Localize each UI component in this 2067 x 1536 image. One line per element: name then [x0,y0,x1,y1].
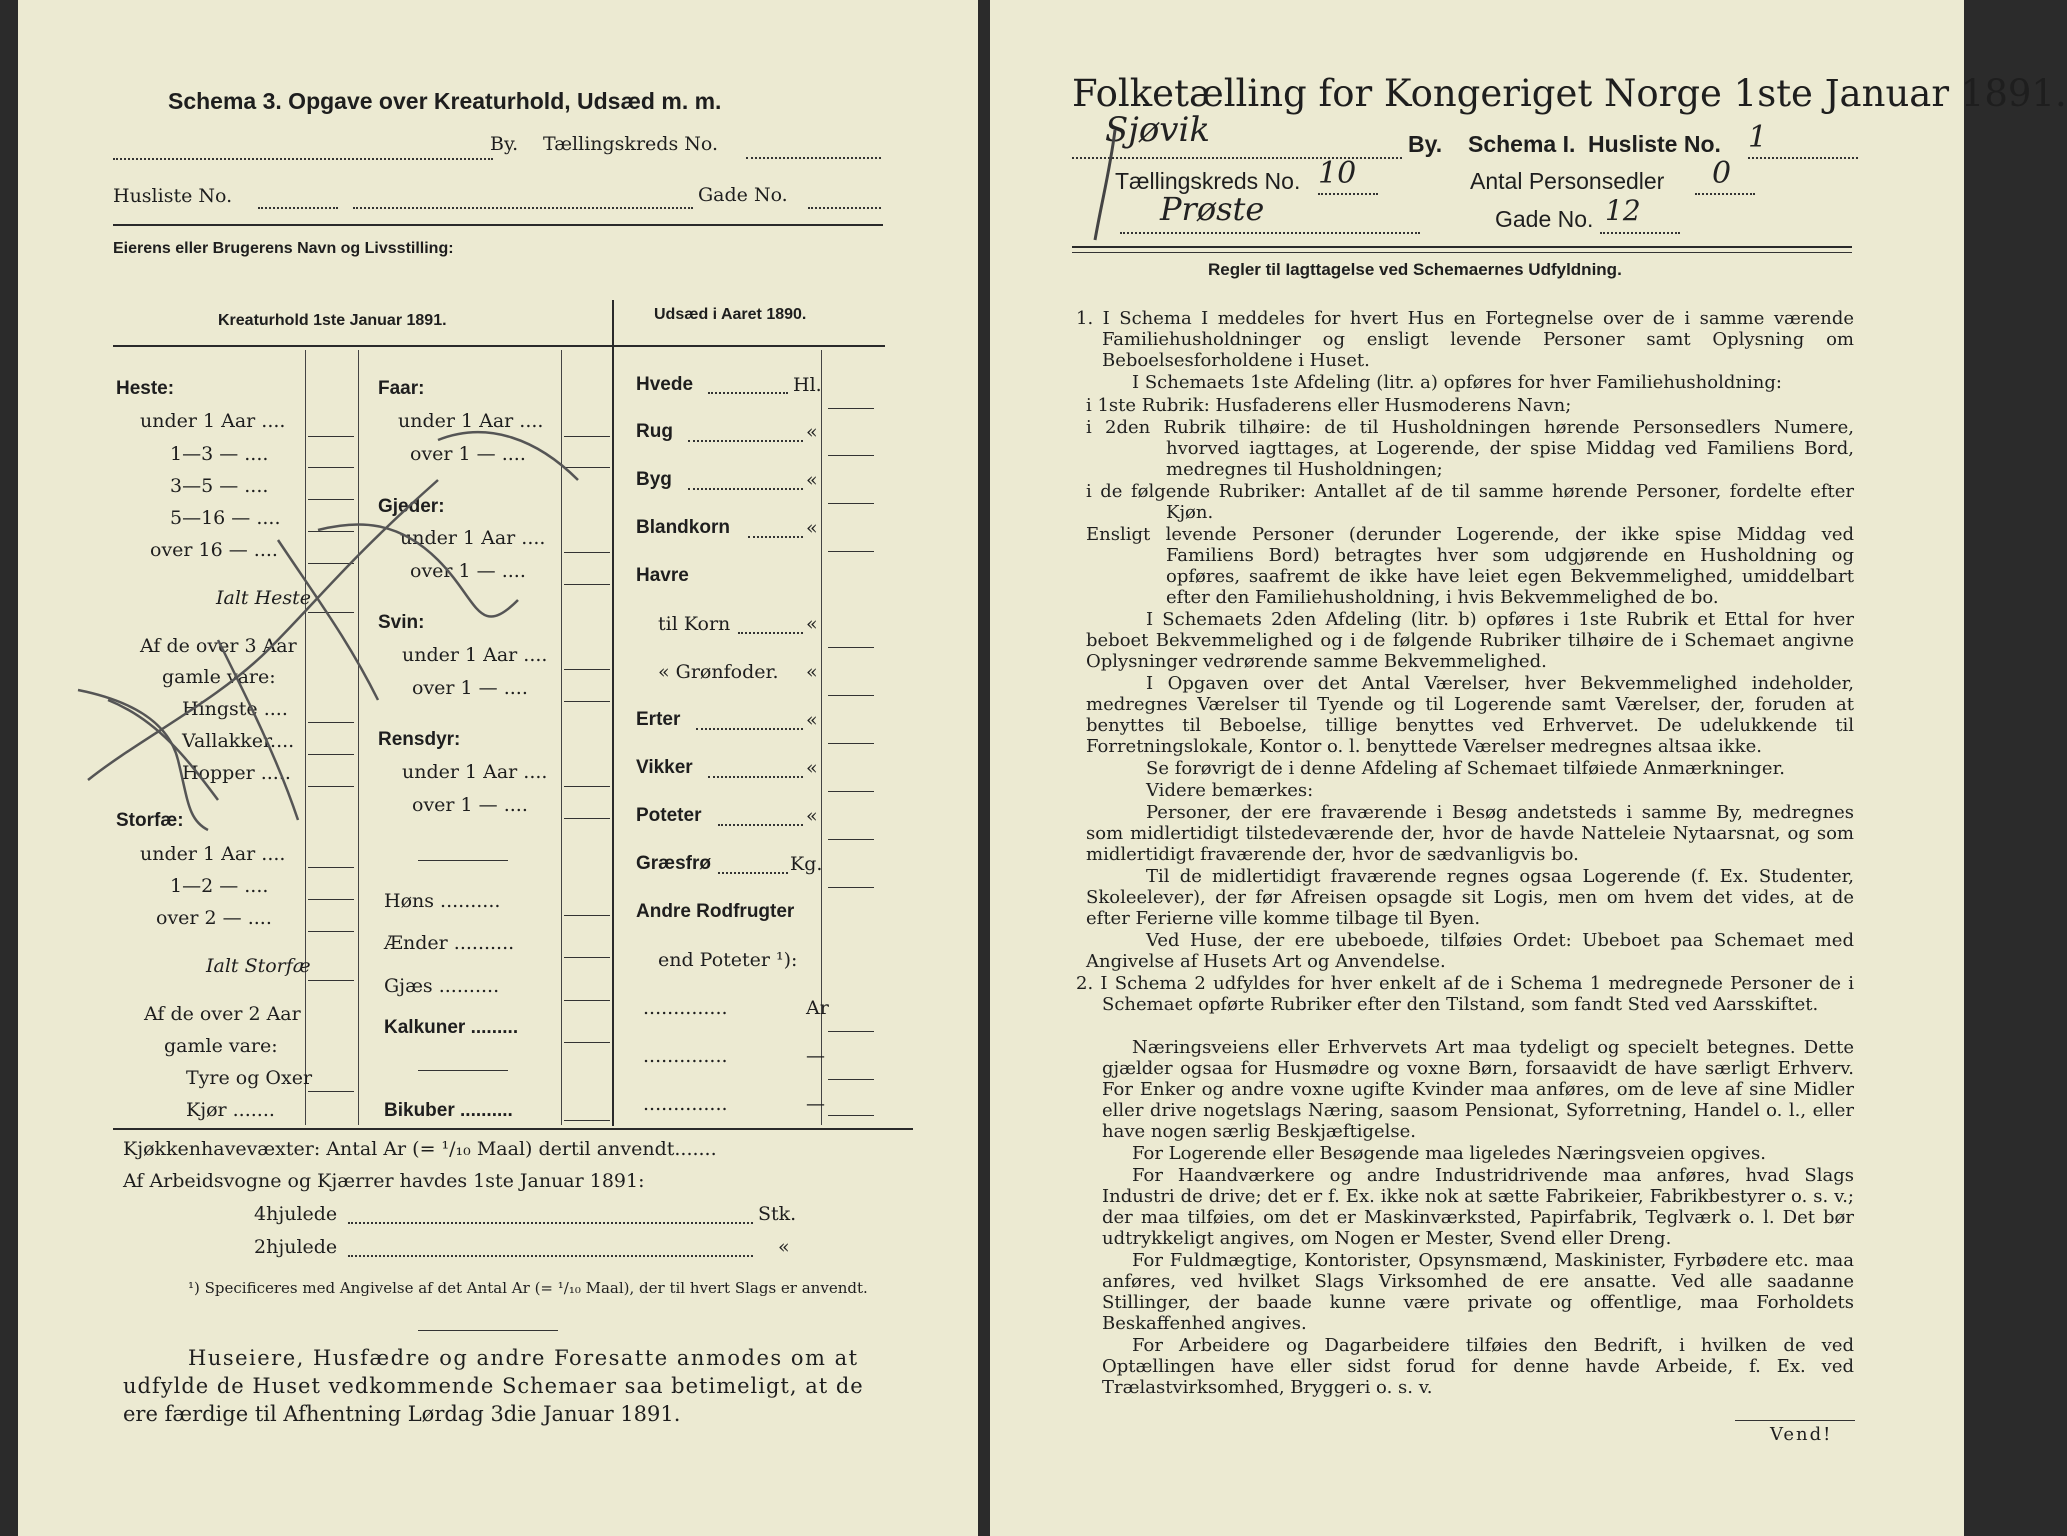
fjae-row: Gjæs .......... [384,975,500,997]
heste-af-over: gamle vare: [162,666,276,688]
schema-3-title: Schema 3. Opgave over Kreaturhold, Udsæd m. m. [168,88,722,114]
udsaed-row: Hvede [636,374,694,395]
antal-personsedler-label: Antal Personsedler [1470,168,1665,194]
regel-paragraph: i de følgende Rubriker: Antallet af de til samme hørende Personer, fordelte efter Kjøn. [1086,481,1854,523]
by-label: By. [490,133,519,155]
right-page-schema-1 [990,0,2067,1536]
arbeidsvogne-line: Af Arbeidsvogne og Kjærrer havdes 1ste Januar 1891: [123,1170,645,1192]
pencil-marks [18,0,978,1536]
udsaed-unit: « [806,709,818,731]
antal-personsedler-value: 0 [1712,156,1732,191]
hjulede2-unit: « [778,1236,790,1258]
storfae-sub: Kjør ....... [186,1099,275,1121]
taellingskreds-label: Tællingskreds No. [543,133,718,155]
heste-sub: Hingste .... [182,698,288,720]
regel-paragraph: 1. I Schema I meddeles for hvert Hus en Fortegnelse over de i samme værende Familiehusholdninger og ensligt levende Personer samt Oplysning om Beboelsesforholdene i Huset. [1076,308,1854,371]
udsaed-row: Poteter [636,805,702,826]
udsaed-unit: « [806,757,818,779]
gjeder-row: under 1 Aar .... [400,527,546,549]
faar-row: under 1 Aar .... [398,410,544,432]
regel-paragraph: For Fuldmægtige, Kontorister, Opsynsmænd, Maskinister, Fyrbødere etc. maa anføres, ved hvilket Slags Virksomhed de ere ansatte. Ved alle saadanne Stillinger, der baade kunne være private og offentlige, maa Forholdets Beskaffenhed angives. [1102,1250,1854,1334]
gjeder-title: Gjeder: [378,496,445,517]
storfae-title: Storfæ: [116,810,184,831]
faar-row: over 1 — .... [410,443,526,465]
heste-row: 1—3 — .... [170,443,269,465]
pencil-strike [990,0,1964,1536]
udsaed-unit: Hl. [793,374,822,396]
heste-sub: Hopper ..... [182,762,291,784]
udsaed-row: til Korn [658,613,731,635]
taellingskreds-label: Tællingskreds No. [1115,168,1301,194]
closing-line-2: udfylde de Huset vedkommende Schemaer saa betimeligt, at de [123,1374,864,1398]
storfae-total: Ialt Storfæ [206,955,311,977]
udsaed-header: Udsæd i Aaret 1890. [654,306,807,323]
udsaed-row: .............. [643,997,728,1019]
regel-paragraph: I Schemaets 1ste Afdeling (litr. a) opføres for hver Familiehusholdning: [1132,372,1782,393]
regel-paragraph: For Arbeidere og Dagarbeidere tilføies den Bedrift, i hvilken de ved Optællingen have eller sidst forud for denne havde Arbeide, f. Ex. ved Trælastvirksomhed, Bryggeri o. s. v. [1102,1335,1854,1398]
heste-sub: Vallakker.... [182,730,295,752]
gade-label: Gade No. [698,184,788,206]
kjokkenhave-line: Kjøkkenhavevæxter: Antal Ar (= ¹/₁₀ Maal) dertil anvendt....... [123,1138,717,1160]
husliste-value: 1 [1748,120,1768,155]
rensdyr-row: over 1 — .... [412,794,528,816]
hjulede2-label: 2hjulede [254,1236,338,1258]
kreatur-header: Kreaturhold 1ste Januar 1891. [218,312,447,329]
udsaed-unit: « [806,421,818,443]
udsaed-unit: — [806,1093,825,1115]
udsaed-unit: — [806,1045,825,1067]
udsaed-unit: « [806,805,818,827]
storfae-sub: Tyre og Oxer [186,1067,313,1089]
udsaed-row: Havre [636,565,689,586]
storfae-af-over: gamle vare: [164,1035,278,1057]
fjae-row: Høns .......... [384,890,501,912]
by-label: By. [1408,131,1443,157]
heste-af-over: Af de over 3 Aar [140,635,297,657]
udsaed-unit: « [806,469,818,491]
census-title: Folketælling for Kongeriget Norge 1ste Januar 1891. [1072,72,2067,115]
udsaed-row: Blandkorn [636,517,730,538]
heste-row: over 16 — .... [150,539,278,561]
heste-row: 3—5 — .... [170,475,269,497]
heste-row: 5—16 — .... [170,507,281,529]
svin-row: over 1 — .... [412,677,528,699]
taellingskreds-value: 10 [1318,156,1357,191]
fjae-row: Kalkuner ......... [384,1017,519,1038]
by-handwritten: Sjøvik [1105,110,1210,150]
udsaed-row: Andre Rodfrugter [636,901,795,922]
closing-line-1: Huseiere, Husfædre og andre Foresatte anmodes om at [188,1346,859,1370]
regel-paragraph: Ensligt levende Personer (derunder Logerende, der ikke spise Middag ved Familiens Bord) betragtes hver som udgjørende en Husholdning og opføres, saafremt de ikke have leiet egen Bekvemmelighed, umiddelbart efter den Familiehusholdning, i hvis Bekvemmelighed de bo. [1086,524,1854,608]
udsaed-row: Vikker [636,757,693,778]
svin-row: under 1 Aar .... [402,644,548,666]
hjulede4-label: 4hjulede [254,1203,338,1225]
gade-label: Gade No. [1495,206,1594,232]
storfae-row: over 2 — .... [156,907,272,929]
faar-title: Faar: [378,378,425,399]
udsaed-row: .............. [643,1093,728,1115]
udsaed-unit: « [806,517,818,539]
closing-line-3: ere færdige til Afhentning Lørdag 3die Januar 1891. [123,1402,681,1426]
udsaed-unit: Ar [806,997,829,1019]
udsaed-row: « Grønfoder. [658,661,779,683]
eier-label: Eierens eller Brugerens Navn og Livsstilling: [113,240,454,257]
regel-paragraph: Næringsveiens eller Erhvervets Art maa tydeligt og specielt betegnes. Dette gjælder ogsaa for Husmødre og voxne Børn, forsaavidt de have særligt Erhverv. For Enker og andre voxne ugifte Kvinder maa anføres, om de leve af sine Midler eller drive nogetslags Næring, saasom Pensionat, Syforretning, Handel o. l., eller have nogen særlig Beskjæftigelse. [1102,1037,1854,1142]
udsaed-row: Byg [636,469,672,490]
udsaed-unit: « [806,613,818,635]
regler-title: Regler til Iagttagelse ved Schemaernes Udfyldning. [1208,260,1622,279]
regel-paragraph: 2. I Schema 2 udfyldes for hver enkelt af de i Schema 1 medregnede Personer de i Schemaet opførte Rubriker efter den Tilstand, som fandt Sted ved Aarsskiftet. [1076,973,1854,1015]
gade-value: 12 [1605,194,1641,227]
regel-paragraph: Personer, der ere fraværende i Besøg andetsteds i samme By, medregnes som midlertidigt tilstedeværende der, hvor de havde Natteleie Nytaarsnat, og som midlertidigt fraværende der, hvor de sædvanligvis bo. [1086,802,1854,865]
regel-paragraph: Videre bemærkes: [1146,780,1314,801]
regel-paragraph: I Schemaets 2den Afdeling (litr. b) opføres i 1ste Rubrik et Ettal for hver beboet Bekvemmelighed og i de følgende Rubriker tilhøire de i Schemaet angivne Oplysninger vedrørende samme Bekvemmelighed. [1086,609,1854,672]
heste-row: under 1 Aar .... [140,410,286,432]
regel-paragraph: Ved Huse, der ere ubeboede, tilføies Ordet: Ubeboet paa Schemaet med Angivelse af Husets Art og Anvendelse. [1086,930,1854,972]
heste-title: Heste: [116,378,175,399]
udsaed-row: Græsfrø [636,853,711,874]
vend-label: Vend! [1770,1424,1833,1445]
storfae-row: under 1 Aar .... [140,843,286,865]
regel-paragraph: For Haandværkere og andre Industridrivende maa anføres, hvad Slags Industri de drive; det er f. Ex. ikke nok at sætte Fabrikeier, Fabrikbestyrer o. s. v.; der maa tilføies, om det er Maskinværksted, Papirfabrik, Teglværk o. l. Det bør udtrykkeligt angives, om Nogen er Mester, Svend eller Dreng. [1102,1165,1854,1249]
regel-paragraph: Se forøvrigt de i denne Afdeling af Schemaet tilføiede Anmærkninger. [1146,758,1785,779]
gjeder-row: over 1 — .... [410,560,526,582]
rensdyr-row: under 1 Aar .... [402,761,548,783]
fjae-row: Ænder .......... [384,932,515,954]
regel-paragraph: I Opgaven over det Antal Værelser, hver Bekvemmelighed indeholder, medregnes Værelser til Tyende og til Logerende samt Værelser, der, foruden at benyttes til Beboelse, tillige benyttes ved Erhvervet. De udelukkende til Forretningslokale, Kontor o. l. benyttede Værelser medregnes altsaa ikke. [1086,673,1854,757]
husliste-label: Husliste No. [1588,131,1721,157]
regel-paragraph: i 1ste Rubrik: Husfaderens eller Husmoderens Navn; [1086,395,1572,416]
udsaed-row: Rug [636,421,673,442]
udsaed-row: .............. [643,1045,728,1067]
regel-paragraph: Til de midlertidigt fraværende regnes ogsaa Logerende (f. Ex. Studenter, Skoleelever), der før Afreisen opsagde sit Logis, men om hvem det vides, at de efter Ferierne ville komme tilbage til Byen. [1086,866,1854,929]
schema-1-label: Schema I. [1468,131,1576,157]
bikuber: Bikuber .......... [384,1100,513,1121]
left-page-schema-3 [18,0,978,1536]
regel-paragraph: i 2den Rubrik tilhøire: de til Husholdningen hørende Personsedlers Numere, hvorved iagttages, at Logerende, der spise Middag ved Familiens Bord, medregnes til Husholdningen; [1086,417,1854,480]
gade-handwritten: Prøste [1160,190,1265,228]
hjulede4-unit: Stk. [758,1203,797,1225]
udsaed-unit: « [806,661,818,683]
heste-total: Ialt Heste [216,587,312,609]
svin-title: Svin: [378,612,425,633]
udsaed-unit: Kg. [790,853,823,875]
regel-paragraph: For Logerende eller Besøgende maa ligeledes Næringsveien opgives. [1132,1143,1766,1164]
husliste-label: Husliste No. [113,185,233,207]
footnote: ¹) Specificeres med Angivelse af det Antal Ar (= ¹/₁₀ Maal), der til hvert Slags er anvendt. [188,1279,868,1297]
rensdyr-title: Rensdyr: [378,729,461,750]
udsaed-row: end Poteter ¹): [658,949,798,971]
udsaed-row: Erter [636,709,681,730]
storfae-row: 1—2 — .... [170,875,269,897]
storfae-af-over: Af de over 2 Aar [144,1003,301,1025]
